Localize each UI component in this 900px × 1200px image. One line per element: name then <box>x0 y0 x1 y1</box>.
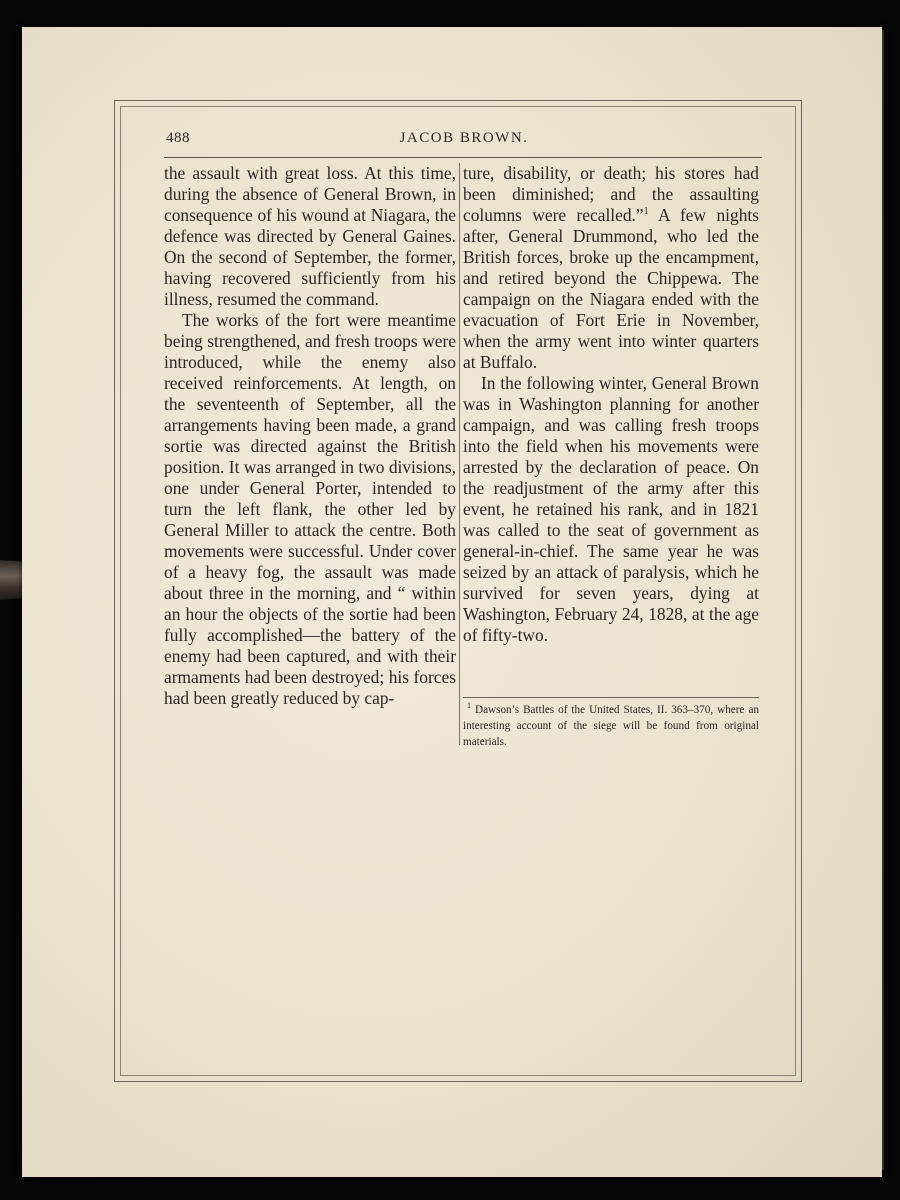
running-head: JACOB BROWN. <box>399 130 529 146</box>
page-number: 488 <box>166 130 190 146</box>
footnote-rule <box>463 697 759 698</box>
header-rule <box>164 157 762 158</box>
footnote-text: Dawson’s Battles of the United States, II. 363–370, where an interesting account of the siege will be found from original materials. <box>463 704 760 748</box>
footnote-reference: 1 <box>643 206 649 218</box>
left-paragraph-1: the assault with great loss. At this time, during the absence of General Brown, in consequence of his wound at Niagara, the defence was directed by General Gaines. On the second of September, the former, having recovered sufficiently from his illness, resumed the command. <box>164 163 456 309</box>
column-divider <box>459 163 460 745</box>
right-paragraph-2: In the following winter, General Brown was in Washington planning for another campaign, and was calling fresh troops into the field when his movements were arrested by the declaration of peace. On the readjustment of the army after this event, he retained his rank, and in 1821 was called to the seat of government as general-in-chief. The same year he was seized by an attack of paralysis, which he survived for seven years, dying at Washington, February 24, 1828, at the age of fifty-two. <box>463 373 759 645</box>
right-column <box>463 163 759 646</box>
right-paragraph-1-end: A few nights after, General Drummond, who led the British forces, broke up the encampment, and retired beyond the Chippewa. The campaign on the Niagara ended with the evacuation of Fort Erie in November, when the army went into winter quarters at Buffalo. <box>463 205 759 372</box>
footnote: 1 Dawson’s Battles of the United States, II. 363–370, where an interesting account of the siege will be found from original materials. <box>463 701 760 748</box>
left-paragraph-2: The works of the fort were meantime being strengthened, and fresh troops were introduced, while the enemy also received reinforcements. At length, on the seventeenth of September, all the arrangements having been made, a grand sortie was directed against the British position. It was arranged in two divisions, one under General Porter, intended to turn the left flank, the other led by General Miller to attack the centre. Both movements were successful. Under cover of a heavy fog, the assault was made about three in the morning, and “ within an hour the objects of the sortie had been fully accomplished—the battery of the enemy had been captured, and with their armaments had been destroyed; his forces had been greatly reduced by cap- <box>164 310 456 708</box>
right-paragraph-1-start: ture, disability, or death; his stores had been diminished; and the assaulting columns were recalled.” <box>463 163 759 225</box>
left-column <box>164 163 456 709</box>
right-paragraph-1 <box>463 163 759 373</box>
page-header <box>166 130 762 152</box>
